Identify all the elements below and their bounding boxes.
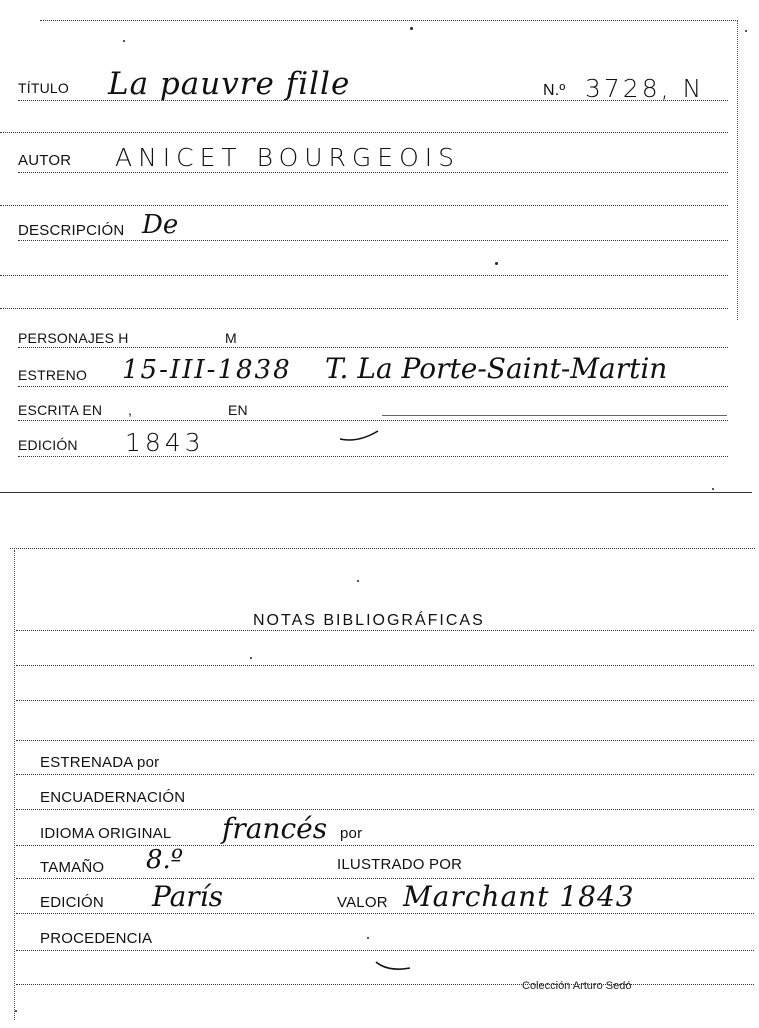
- autor-line: [18, 172, 728, 173]
- tamano-label: TAMAÑO: [40, 859, 105, 876]
- titulo-label: TÍTULO: [18, 80, 69, 96]
- estrenada-label: ESTRENADA por: [40, 754, 160, 771]
- top-card-top-border: [40, 20, 738, 21]
- escrita-en-comma: ,: [128, 402, 132, 418]
- speck: [123, 40, 125, 42]
- descripcion-value: De: [142, 210, 179, 240]
- escrita-en-line: [18, 420, 728, 421]
- bottom-card-bottom-line: [16, 984, 754, 985]
- top-card-bottom-edge: [0, 492, 752, 493]
- estrenada-line: [16, 774, 754, 775]
- edicion-value: 1843: [125, 428, 205, 457]
- bottom-card-top-border: [10, 548, 755, 549]
- autor-underline: [0, 205, 728, 206]
- notas-line-2: [16, 665, 754, 666]
- top-card: [0, 0, 759, 495]
- bottom-card: [0, 540, 759, 1028]
- titulo-line: [18, 100, 728, 101]
- descripcion-label: DESCRIPCIÓN: [18, 222, 125, 239]
- edicion-label: EDICIÓN: [18, 437, 78, 453]
- bottom-card-left-border: [14, 550, 15, 1020]
- escrita-en-field-line: [382, 415, 727, 416]
- descripcion-line-2: [0, 275, 728, 276]
- escrita-en-en-label: EN: [228, 402, 248, 418]
- titulo-underline: [0, 132, 728, 133]
- descripcion-line: [18, 240, 728, 241]
- notas-heading: NOTAS BIBLIOGRÁFICAS: [253, 612, 485, 629]
- valor-value: Marchant 1843: [403, 880, 635, 913]
- estreno-label: ESTRENO: [18, 367, 88, 383]
- speck: [367, 937, 369, 939]
- speck: [745, 30, 747, 32]
- speck: [410, 27, 413, 30]
- speck: [15, 1010, 17, 1012]
- numero-label: N.º: [543, 82, 566, 99]
- titulo-value: La pauvre fille: [108, 66, 351, 102]
- edicion-bottom-line: [16, 913, 754, 914]
- numero-value: 3728, N: [585, 74, 705, 103]
- escrita-en-label: ESCRITA EN: [18, 402, 103, 418]
- speck: [357, 580, 359, 582]
- idioma-value: francés: [222, 812, 328, 845]
- valor-label: VALOR: [337, 894, 388, 911]
- idioma-por-label: por: [340, 825, 363, 842]
- procedencia-label: PROCEDENCIA: [40, 930, 153, 947]
- tamano-line: [16, 878, 754, 879]
- personajes-label: PERSONAJES H: [18, 330, 129, 346]
- speck: [250, 657, 252, 659]
- flourish-mark: [338, 425, 384, 445]
- flourish-mark-bottom: [374, 958, 414, 976]
- autor-value: ANICET BOURGEOIS: [115, 143, 461, 172]
- descripcion-line-3: [0, 308, 728, 309]
- personajes-line: [18, 347, 728, 348]
- tamano-value: 8.º: [146, 845, 184, 875]
- edicion-line: [18, 456, 728, 457]
- edicion-bottom-value: París: [152, 880, 223, 913]
- estreno-line: [18, 386, 728, 387]
- ilustrado-label: ILUSTRADO POR: [337, 856, 463, 873]
- estreno-date: 15-III-1838: [122, 355, 292, 385]
- notas-line-1: [16, 630, 754, 631]
- encuadernacion-line: [16, 809, 754, 810]
- notas-line-3: [16, 700, 754, 701]
- procedencia-line: [16, 950, 754, 951]
- estreno-place: T. La Porte-Saint-Martin: [325, 352, 668, 385]
- speck: [495, 262, 498, 265]
- top-card-right-border: [737, 20, 738, 320]
- notas-line-4: [16, 740, 754, 741]
- idioma-line: [16, 845, 754, 846]
- encuadernacion-label: ENCUADERNACIÓN: [40, 789, 186, 806]
- collection-credit: Colección Arturo Sedó: [522, 980, 632, 992]
- edicion-bottom-label: EDICIÓN: [40, 894, 104, 911]
- autor-label: AUTOR: [18, 152, 72, 169]
- speck: [712, 488, 714, 490]
- idioma-label: IDIOMA ORIGINAL: [40, 825, 172, 842]
- personajes-m-label: M: [225, 330, 237, 346]
